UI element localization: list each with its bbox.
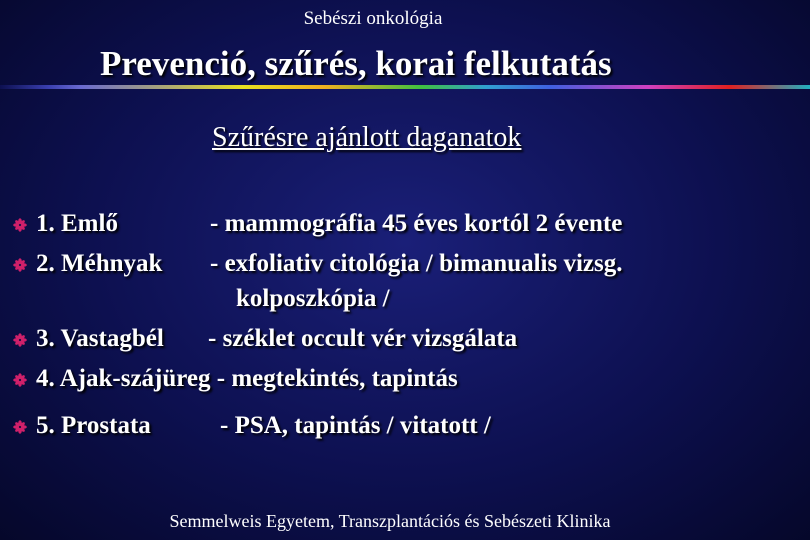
title-divider bbox=[0, 85, 810, 89]
item-description: kolposzkópia / bbox=[236, 285, 390, 312]
item-description: - széklet occult vér vizsgálata bbox=[208, 325, 518, 352]
item-description: - PSA, tapintás / vitatott / bbox=[220, 412, 491, 439]
list-item bbox=[0, 412, 810, 444]
list-item bbox=[0, 365, 810, 397]
asterisk-flower-icon bbox=[13, 258, 27, 272]
asterisk-flower-icon bbox=[13, 373, 27, 387]
item-name: 4. Ajak-szájüreg - megtekintés, tapintás bbox=[36, 365, 458, 392]
item-name: 3. Vastagbél bbox=[36, 325, 164, 352]
section-subtitle: Szűrésre ajánlott daganatok bbox=[212, 122, 522, 153]
course-name: Sebészi onkológia bbox=[303, 8, 443, 29]
item-name: 1. Emlő bbox=[36, 210, 118, 237]
asterisk-flower-icon bbox=[13, 333, 27, 347]
list-item bbox=[0, 325, 810, 357]
list-item bbox=[0, 250, 810, 282]
asterisk-flower-icon bbox=[13, 420, 27, 434]
footer bbox=[0, 511, 810, 532]
item-name: 2. Méhnyak bbox=[36, 250, 163, 277]
list-item bbox=[0, 210, 810, 242]
item-description: - exfoliativ citológia / bimanualis vizsg. bbox=[210, 250, 623, 277]
slide-title: Prevenció, szűrés, korai felkutatás bbox=[100, 44, 612, 83]
asterisk-flower-icon bbox=[13, 218, 27, 232]
item-description: - mammográfia 45 éves kortól 2 évente bbox=[210, 210, 623, 237]
institution-name: Semmelweis Egyetem, Transzplantációs és Sebészeti Klinika bbox=[169, 511, 611, 531]
list-item-continuation bbox=[0, 285, 810, 317]
item-name: 5. Prostata bbox=[36, 412, 151, 439]
